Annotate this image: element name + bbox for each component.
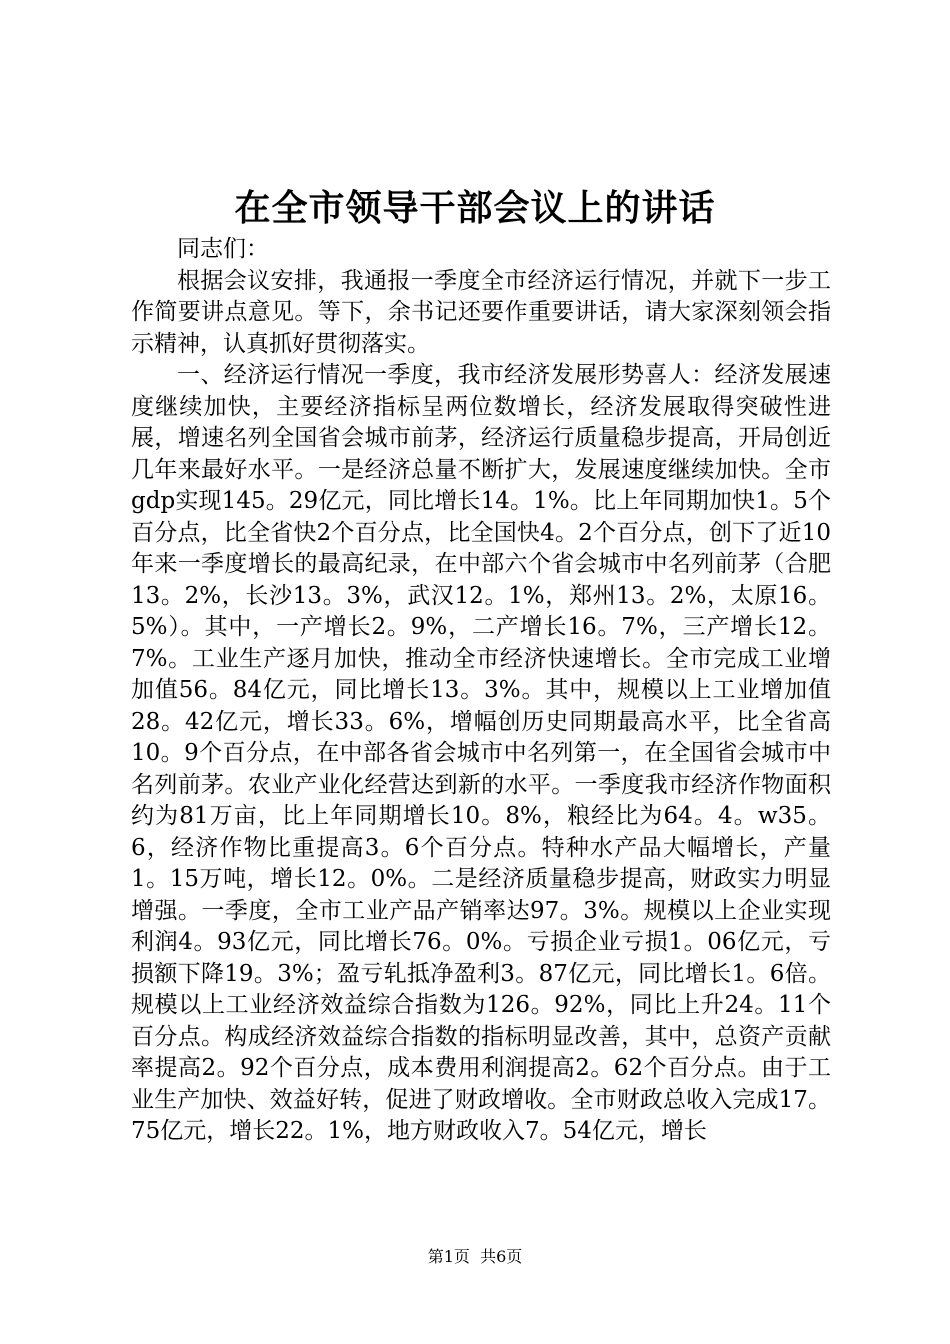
paragraph-economy: 一、经济运行情况一季度，我市经济发展形势喜人：经济发展速度继续加快，主要经济指标呈两位数增长，经济发展取得突破性进展，增速名列全国省会城市前茅，经济运行质量稳步提高，开局创近几年来最好水平。一是经济总量不断扩大，发展速度继续加快。全市gdp实现145。29亿元，同比增长14。1%。比上年同期加快1。5个百分点，比全省快2个百分点，比全国快4。2个百分点，创下了近10年来一季度增长的最高纪录，在中部六个省会城市中名列前茅（合肥13。2%，长沙13。3%，武汉12。1%，郑州13。2%，太原16。5%）。其中，一产增长2。9%，二产增长16。7%，三产增长12。7%。工业生产逐月加快，推动全市经济快速增长。全市完成工业增加值56。84亿元，同比增长13。3%。其中，规模以上工业增加值28。42亿元，增长33。6%，增幅创历史同期最高水平，比全省高10。9个百分点，在中部各省会城市中名列第一，在全国省会城市中名列前茅。农业产业化经营达到新的水平。一季度我市经济作物面积约为81万亩，比上年同期增长10。8%，粮经比为64。4。w35。6，经济作物比重提高3。6个百分点。特种水产品大幅增长，产量1。15万吨，增长12。0%。二是经济质量稳步提高，财政实力明显增强。一季度，全市工业产品产销率达97。3%。规模以上企业实现利润4。93亿元，同比增长76。0%。亏损企业亏损1。06亿元，亏损额下降19。3%；盈亏轧抵净盈利3。87亿元，同比增长1。6倍。规模以上工业经济效益综合指数为126。92%，同比上升24。11个百分点。构成经济效益综合指数的指标明显改善，其中，总资产贡献率提高2。92个百分点，成本费用利润提高2。62个百分点。由于工业生产加快、效益好转，促进了财政增收。全市财政总收入完成17。75亿元，增长22。1%，地方财政收入7。54亿元，增长 — [131, 362, 831, 1144]
document-title: 在全市领导干部会议上的讲话 — [234, 188, 716, 229]
paragraph-intro: 根据会议安排，我通报一季度全市经济运行情况，并就下一步工作简要讲点意见。等下，余书记还要作重要讲话，请大家深刻领会指示精神，认真抓好贯彻落实。 — [131, 267, 831, 357]
page-total: 共6页 — [480, 1247, 523, 1266]
page-number: 第1页 — [427, 1247, 470, 1266]
document-body — [131, 234, 831, 1148]
page-footer — [0, 1245, 950, 1269]
salutation: 同志们： — [177, 236, 269, 262]
